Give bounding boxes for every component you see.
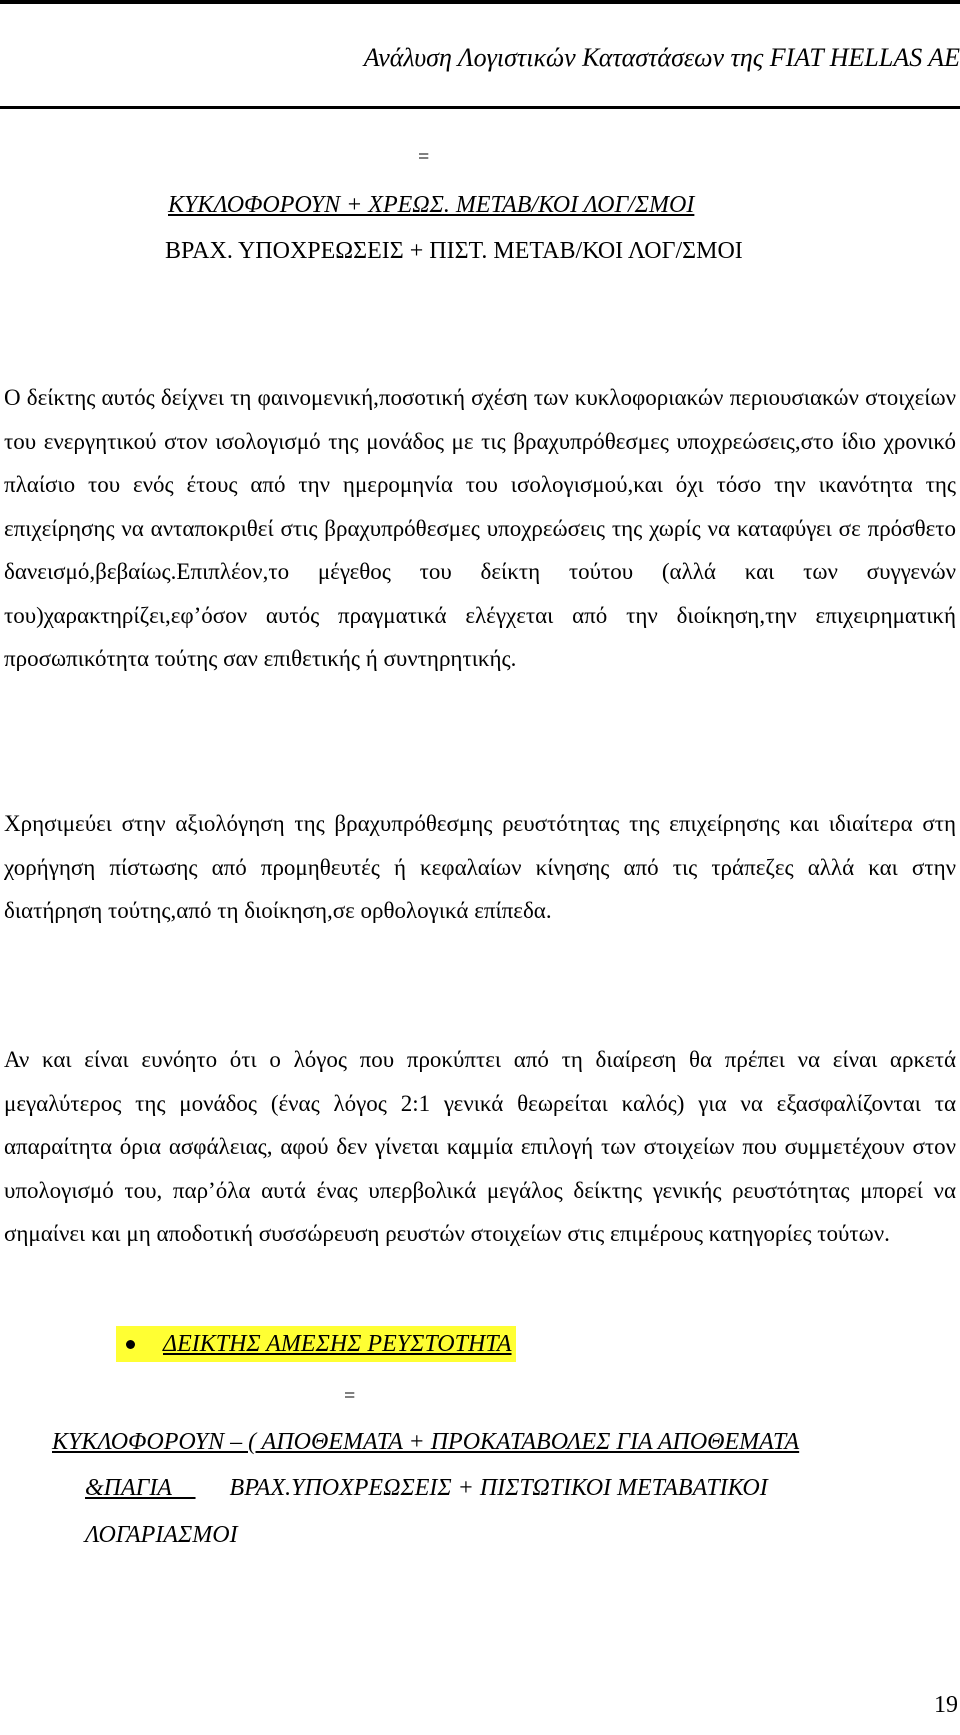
formula2-denominator: ΒΡΑΧ.ΥΠΟΧΡΕΩΣΕΙΣ + ΠΙΣΤΩΤΙΚΟΙ ΜΕΤΑΒΑΤΙΚΟΙ <box>229 1475 768 1501</box>
paragraph-interpretation: Αν και είναι ευνόητο ότι ο λόγος που προκύπτει από τη διαίρεση θα πρέπει να είναι αρκετά μεγαλύτερος της μονάδος (ένας λόγος 2:1 γενικά θεωρείται καλός) για να εξασφαλίζονται τα απαραίτητα όρια ασφάλειας, αφού δεν γίνεται καμμία επιλογή των στοιχείων που συμμετέχουν στον υπολογισμό του, παρ’όλα αυτά ένας υπερβολικά μεγάλος δείκτης γενικής ρευστότητας μπορεί να σημαίνει και μη αποδοτική συσσώρευση ρευστών στοιχείων στις επιμέρους κατηγορίες τούτων. <box>4 1047 956 1246</box>
bullet-heading-text: ΔΕΙΚΤΗΣ ΑΜΕΣΗΣ ΡΕΥΣΤΟΤΗΤΑ <box>163 1331 512 1357</box>
paragraph-usage: Χρησιμεύει στην αξιολόγηση της βραχυπρόθεσμης ρευστότητας της επιχείρησης και ιδιαίτερα στη χορήγηση πίστωσης από προμηθευτές ή κεφαλαίων κίνησης από τις τράπεζες αλλά και στην διατήρηση τούτης,από τη διοίκηση,σε ορθολογικά επίπεδα. <box>4 811 956 923</box>
header-top-rule <box>0 0 960 4</box>
formula2-numerator-tail: &ΠΑΓΙΑ <box>85 1475 196 1501</box>
formula-denominator: ΒΡΑΧ. ΥΠΟΧΡΕΩΣΕΙΣ + ΠΙΣΤ. ΜΕΤΑΒ/ΚΟΙ ΛΟΓ/ΣΜΟΙ <box>165 238 743 264</box>
formula2-equals-sign: = <box>344 1385 356 1407</box>
bullet-heading <box>116 1326 516 1362</box>
formula-numerator: ΚΥΚΛΟΦΟΡΟΥΝ + ΧΡΕΩΣ. ΜΕΤΑΒ/ΚΟΙ ΛΟΓ/ΣΜΟΙ <box>168 192 695 218</box>
formula2-numerator-line1: ΚΥΚΛΟΦΟΡΟΥΝ – ( ΑΠΟΘΕΜΑΤΑ + ΠΡΟΚΑΤΑΒΟΛΕΣ ΓΙΑ ΑΠΟΘΕΜΑΤΑ <box>52 1429 800 1455</box>
running-header-title: Ανάλυση Λογιστικών Καταστάσεων της FIAT HELLAS AE <box>363 43 960 72</box>
formula-equals-sign: = <box>418 146 430 168</box>
formula2-line2 <box>85 1473 768 1503</box>
header-bottom-rule <box>0 106 960 109</box>
paragraph-ratio-explanation: Ο δείκτης αυτός δείχνει τη φαινομενική,ποσοτική σχέση των κυκλοφοριακών περιουσιακών στοιχείων του ενεργητικού στον ισολογισμό της μονάδος με τις βραχυπρόθεσμες υποχρεώσεις,στο ίδιο χρονικό πλαίσιο του ενός έτους από την ημερομηνία του ισολογισμού,και όχι τόσο την ικανότητα της επιχείρησης να ανταποκριθεί στις βραχυπρόθεσμες υποχρεώσεις της χωρίς να καταφύγει σε πρόσθετο δανεισμό,βεβαίως.Επιπλέον,το μέγεθος του δείκτη τούτου (αλλά και των συγγενών του)χαρακτηρίζει,εφ’όσον αυτός πραγματικά ελέγχεται από την διοίκηση,την επιχειρηματική προσωπικότητα τούτης σαν επιθετικής ή συντηρητικής. <box>4 385 956 671</box>
formula2-line3: ΛΟΓΑΡΙΑΣΜΟΙ <box>85 1522 238 1548</box>
bullet-icon <box>126 1340 135 1349</box>
page-number: 19 <box>934 1692 958 1718</box>
